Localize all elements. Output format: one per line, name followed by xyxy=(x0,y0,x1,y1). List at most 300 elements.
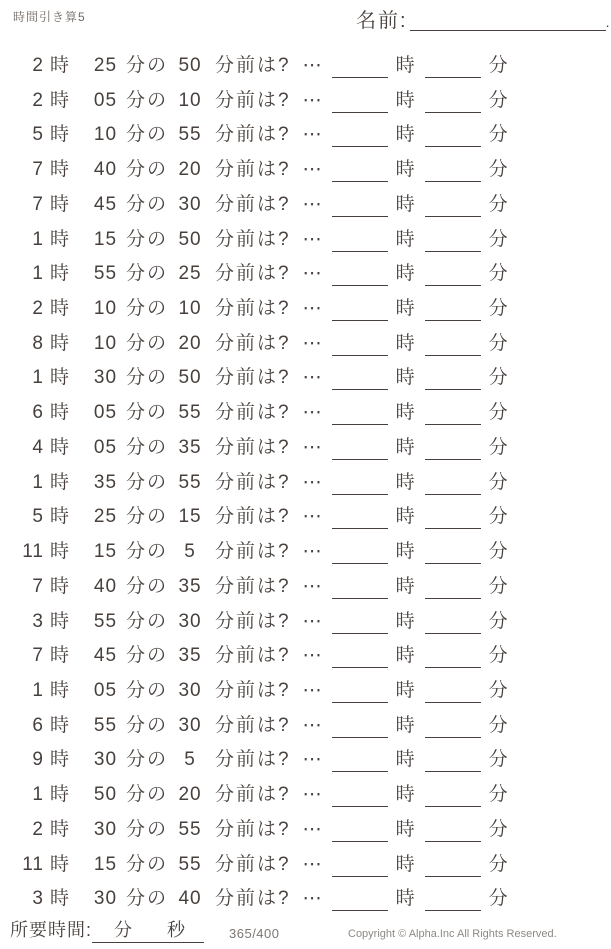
answer-minute-blank-line xyxy=(425,77,481,78)
minute-value: 10 xyxy=(93,124,118,146)
minutes-before-label: 分前は? xyxy=(215,263,291,285)
hour-value: 5 xyxy=(32,124,44,146)
answer-hour-unit-label: 時 xyxy=(395,471,417,493)
answer-hour-blank-line xyxy=(332,702,388,703)
ellipsis: ⋯ xyxy=(302,679,322,701)
answer-hour-unit-label: 時 xyxy=(395,332,417,354)
minutes-before-label: 分前は? xyxy=(215,159,291,181)
problem-row xyxy=(14,155,600,190)
answer-minute-blank-line xyxy=(425,389,481,390)
subtract-minutes-value: 30 xyxy=(178,610,202,632)
ellipsis: ⋯ xyxy=(302,332,322,354)
answer-minute-blank-line xyxy=(425,112,481,113)
ellipsis: ⋯ xyxy=(302,575,322,597)
problem-row xyxy=(14,676,600,711)
ellipsis: ⋯ xyxy=(302,193,322,215)
hour-value: 1 xyxy=(32,263,44,285)
answer-hour-unit-label: 時 xyxy=(395,818,417,840)
answer-hour-unit-label: 時 xyxy=(395,124,417,146)
name-line-period: . xyxy=(605,14,611,30)
ellipsis: ⋯ xyxy=(302,298,322,320)
answer-minute-blank-line xyxy=(425,320,481,321)
answer-minute-unit-label: 分 xyxy=(488,55,510,76)
minute-of-label: 分の xyxy=(126,298,169,320)
answer-hour-unit-label: 時 xyxy=(395,506,417,528)
hour-unit-label: 時 xyxy=(50,124,72,146)
ellipsis: ⋯ xyxy=(302,749,322,771)
answer-hour-unit-label: 時 xyxy=(395,55,417,76)
subtract-minutes-value: 55 xyxy=(178,853,202,875)
minute-value: 05 xyxy=(93,402,118,424)
minute-value: 40 xyxy=(93,159,118,181)
answer-minute-blank-line xyxy=(425,146,481,147)
answer-minute-blank-line xyxy=(425,737,481,738)
answer-hour-blank-line xyxy=(332,181,388,182)
problem-row xyxy=(14,502,600,537)
ellipsis: ⋯ xyxy=(302,645,322,667)
hour-unit-label: 時 xyxy=(50,714,72,736)
problem-row xyxy=(14,51,600,86)
subtract-minutes-value: 25 xyxy=(178,263,202,285)
minute-value: 25 xyxy=(93,55,118,76)
minute-of-label: 分の xyxy=(126,749,169,771)
minutes-before-label: 分前は? xyxy=(215,436,291,458)
required-time-second-label: 秒 xyxy=(167,920,187,940)
minute-of-label: 分の xyxy=(126,679,169,701)
minute-value: 50 xyxy=(93,784,118,806)
ellipsis: ⋯ xyxy=(302,124,322,146)
answer-hour-blank-line xyxy=(332,598,388,599)
problem-row xyxy=(14,120,600,155)
hour-value: 8 xyxy=(32,332,44,354)
problem-row xyxy=(14,398,600,433)
answer-minute-blank-line xyxy=(425,251,481,252)
hour-unit-label: 時 xyxy=(50,332,72,354)
answer-minute-blank-line xyxy=(425,459,481,460)
minutes-before-label: 分前は? xyxy=(215,367,291,389)
answer-hour-unit-label: 時 xyxy=(395,679,417,701)
minute-of-label: 分の xyxy=(126,89,169,111)
hour-unit-label: 時 xyxy=(50,541,72,563)
minute-of-label: 分の xyxy=(126,228,169,250)
answer-minute-blank-line xyxy=(425,563,481,564)
hour-value: 1 xyxy=(32,471,44,493)
answer-minute-unit-label: 分 xyxy=(488,124,510,146)
answer-hour-blank-line xyxy=(332,806,388,807)
ellipsis: ⋯ xyxy=(302,853,322,875)
answer-hour-blank-line xyxy=(332,146,388,147)
answer-hour-unit-label: 時 xyxy=(395,784,417,806)
minute-value: 30 xyxy=(93,888,118,910)
answer-minute-unit-label: 分 xyxy=(488,263,510,285)
answer-minute-unit-label: 分 xyxy=(488,228,510,250)
required-time-field xyxy=(10,916,204,943)
answer-minute-unit-label: 分 xyxy=(488,159,510,181)
answer-minute-unit-label: 分 xyxy=(488,784,510,806)
answer-hour-blank-line xyxy=(332,389,388,390)
hour-value: 4 xyxy=(32,436,44,458)
minute-value: 15 xyxy=(93,228,118,250)
hour-unit-label: 時 xyxy=(50,263,72,285)
minutes-before-label: 分前は? xyxy=(215,714,291,736)
name-field xyxy=(356,4,611,33)
answer-minute-blank-line xyxy=(425,424,481,425)
hour-value: 11 xyxy=(22,853,44,875)
minutes-before-label: 分前は? xyxy=(215,853,291,875)
minute-value: 40 xyxy=(93,575,118,597)
subtract-minutes-value: 55 xyxy=(178,471,202,493)
minute-of-label: 分の xyxy=(126,124,169,146)
answer-minute-blank-line xyxy=(425,598,481,599)
minute-value: 05 xyxy=(93,679,118,701)
hour-value: 1 xyxy=(32,228,44,250)
hour-unit-label: 時 xyxy=(50,228,72,250)
problem-row xyxy=(14,468,600,503)
problem-row xyxy=(14,641,600,676)
answer-hour-unit-label: 時 xyxy=(395,263,417,285)
minute-value: 10 xyxy=(93,332,118,354)
problem-list xyxy=(14,51,600,919)
answer-hour-unit-label: 時 xyxy=(395,610,417,632)
minute-of-label: 分の xyxy=(126,610,169,632)
subtract-minutes-value: 30 xyxy=(178,679,202,701)
answer-minute-blank-line xyxy=(425,910,481,911)
minute-value: 15 xyxy=(93,853,118,875)
answer-hour-unit-label: 時 xyxy=(395,575,417,597)
hour-value: 3 xyxy=(32,610,44,632)
ellipsis: ⋯ xyxy=(302,263,322,285)
hour-unit-label: 時 xyxy=(50,575,72,597)
answer-hour-unit-label: 時 xyxy=(395,159,417,181)
answer-hour-blank-line xyxy=(332,633,388,634)
minutes-before-label: 分前は? xyxy=(215,541,291,563)
answer-minute-unit-label: 分 xyxy=(488,575,510,597)
hour-unit-label: 時 xyxy=(50,55,72,76)
subtract-minutes-value: 55 xyxy=(178,818,202,840)
minute-of-label: 分の xyxy=(126,818,169,840)
ellipsis: ⋯ xyxy=(302,89,322,111)
answer-hour-blank-line xyxy=(332,216,388,217)
answer-minute-unit-label: 分 xyxy=(488,853,510,875)
minute-value: 55 xyxy=(93,263,118,285)
worksheet-title: 時間引き算5 xyxy=(13,10,86,24)
answer-minute-unit-label: 分 xyxy=(488,89,510,111)
hour-value: 6 xyxy=(32,402,44,424)
answer-minute-unit-label: 分 xyxy=(488,888,510,910)
ellipsis: ⋯ xyxy=(302,55,322,76)
problem-row xyxy=(14,607,600,642)
answer-hour-blank-line xyxy=(332,841,388,842)
answer-hour-unit-label: 時 xyxy=(395,228,417,250)
subtract-minutes-value: 20 xyxy=(178,159,202,181)
answer-hour-blank-line xyxy=(332,424,388,425)
answer-hour-unit-label: 時 xyxy=(395,402,417,424)
ellipsis: ⋯ xyxy=(302,784,322,806)
minute-of-label: 分の xyxy=(126,853,169,875)
required-time-label: 所要時間: xyxy=(10,920,93,940)
answer-hour-blank-line xyxy=(332,355,388,356)
minutes-before-label: 分前は? xyxy=(215,228,291,250)
answer-minute-unit-label: 分 xyxy=(488,193,510,215)
minute-of-label: 分の xyxy=(126,888,169,910)
answer-minute-blank-line xyxy=(425,528,481,529)
minute-value: 35 xyxy=(93,471,118,493)
answer-minute-unit-label: 分 xyxy=(488,332,510,354)
hour-unit-label: 時 xyxy=(50,436,72,458)
hour-unit-label: 時 xyxy=(50,506,72,528)
hour-unit-label: 時 xyxy=(50,784,72,806)
answer-minute-unit-label: 分 xyxy=(488,610,510,632)
minutes-before-label: 分前は? xyxy=(215,471,291,493)
minute-of-label: 分の xyxy=(126,55,169,76)
problem-row xyxy=(14,572,600,607)
answer-minute-blank-line xyxy=(425,355,481,356)
hour-value: 7 xyxy=(32,645,44,667)
minute-value: 10 xyxy=(93,298,118,320)
answer-minute-blank-line xyxy=(425,806,481,807)
subtract-minutes-value: 20 xyxy=(178,784,202,806)
answer-minute-blank-line xyxy=(425,841,481,842)
hour-unit-label: 時 xyxy=(50,367,72,389)
answer-minute-blank-line xyxy=(425,216,481,217)
answer-minute-unit-label: 分 xyxy=(488,714,510,736)
hour-value: 11 xyxy=(22,541,44,563)
answer-minute-unit-label: 分 xyxy=(488,645,510,667)
answer-minute-unit-label: 分 xyxy=(488,749,510,771)
answer-minute-unit-label: 分 xyxy=(488,298,510,320)
answer-hour-blank-line xyxy=(332,528,388,529)
minute-of-label: 分の xyxy=(126,645,169,667)
subtract-minutes-value: 55 xyxy=(178,124,202,146)
problem-row xyxy=(14,86,600,121)
problem-row xyxy=(14,745,600,780)
answer-minute-unit-label: 分 xyxy=(488,402,510,424)
minutes-before-label: 分前は? xyxy=(215,402,291,424)
answer-hour-unit-label: 時 xyxy=(395,298,417,320)
subtract-minutes-value: 55 xyxy=(178,402,202,424)
minute-value: 15 xyxy=(93,541,118,563)
answer-minute-blank-line xyxy=(425,285,481,286)
subtract-minutes-value: 20 xyxy=(178,332,202,354)
minutes-before-label: 分前は? xyxy=(215,784,291,806)
answer-minute-blank-line xyxy=(425,702,481,703)
hour-unit-label: 時 xyxy=(50,818,72,840)
answer-minute-blank-line xyxy=(425,633,481,634)
minute-of-label: 分の xyxy=(126,402,169,424)
subtract-minutes-value: 50 xyxy=(178,55,202,76)
minutes-before-label: 分前は? xyxy=(215,610,291,632)
ellipsis: ⋯ xyxy=(302,506,322,528)
subtract-minutes-value: 35 xyxy=(178,436,202,458)
hour-unit-label: 時 xyxy=(50,888,72,910)
hour-value: 5 xyxy=(32,506,44,528)
minute-of-label: 分の xyxy=(126,193,169,215)
problem-row xyxy=(14,225,600,260)
answer-hour-unit-label: 時 xyxy=(395,853,417,875)
problem-row xyxy=(14,537,600,572)
minute-of-label: 分の xyxy=(126,159,169,181)
answer-minute-unit-label: 分 xyxy=(488,436,510,458)
answer-minute-unit-label: 分 xyxy=(488,818,510,840)
answer-hour-blank-line xyxy=(332,876,388,877)
answer-minute-unit-label: 分 xyxy=(488,679,510,701)
name-label: 名前: xyxy=(356,10,408,32)
ellipsis: ⋯ xyxy=(302,541,322,563)
minutes-before-label: 分前は? xyxy=(215,679,291,701)
answer-hour-unit-label: 時 xyxy=(395,367,417,389)
minutes-before-label: 分前は? xyxy=(215,55,291,76)
minute-of-label: 分の xyxy=(126,367,169,389)
answer-hour-blank-line xyxy=(332,667,388,668)
minute-of-label: 分の xyxy=(126,436,169,458)
problem-row xyxy=(14,363,600,398)
minute-of-label: 分の xyxy=(126,575,169,597)
minutes-before-label: 分前は? xyxy=(215,818,291,840)
hour-value: 1 xyxy=(32,367,44,389)
minute-value: 30 xyxy=(93,818,118,840)
problem-row xyxy=(14,190,600,225)
minute-value: 45 xyxy=(93,193,118,215)
hour-unit-label: 時 xyxy=(50,679,72,701)
subtract-minutes-value: 30 xyxy=(178,714,202,736)
minute-value: 05 xyxy=(93,436,118,458)
ellipsis: ⋯ xyxy=(302,818,322,840)
subtract-minutes-value: 40 xyxy=(178,888,202,910)
hour-value: 7 xyxy=(32,575,44,597)
subtract-minutes-value: 10 xyxy=(178,298,202,320)
ellipsis: ⋯ xyxy=(302,367,322,389)
minutes-before-label: 分前は? xyxy=(215,332,291,354)
hour-value: 6 xyxy=(32,714,44,736)
ellipsis: ⋯ xyxy=(302,402,322,424)
subtract-minutes-value: 35 xyxy=(178,575,202,597)
answer-hour-blank-line xyxy=(332,112,388,113)
progress-counter: 365/400 xyxy=(229,926,280,941)
answer-minute-blank-line xyxy=(425,667,481,668)
hour-unit-label: 時 xyxy=(50,471,72,493)
minute-of-label: 分の xyxy=(126,263,169,285)
problem-row xyxy=(14,294,600,329)
minute-value: 55 xyxy=(93,714,118,736)
answer-minute-unit-label: 分 xyxy=(488,541,510,563)
copyright-notice: Copyright © Alpha.Inc All Rights Reserved. xyxy=(348,928,557,940)
required-time-minute-label: 分 xyxy=(114,920,134,940)
hour-value: 2 xyxy=(32,818,44,840)
hour-unit-label: 時 xyxy=(50,402,72,424)
answer-minute-unit-label: 分 xyxy=(488,367,510,389)
minutes-before-label: 分前は? xyxy=(215,193,291,215)
answer-hour-unit-label: 時 xyxy=(395,888,417,910)
minutes-before-label: 分前は? xyxy=(215,749,291,771)
minute-of-label: 分の xyxy=(126,714,169,736)
minute-value: 30 xyxy=(93,367,118,389)
hour-unit-label: 時 xyxy=(50,749,72,771)
subtract-minutes-value: 30 xyxy=(178,193,202,215)
minute-value: 25 xyxy=(93,506,118,528)
problem-row xyxy=(14,433,600,468)
minutes-before-label: 分前は? xyxy=(215,298,291,320)
required-time-blank-line xyxy=(92,916,204,943)
answer-hour-blank-line xyxy=(332,563,388,564)
minute-value: 45 xyxy=(93,645,118,667)
problem-row xyxy=(14,259,600,294)
answer-hour-unit-label: 時 xyxy=(395,436,417,458)
hour-value: 3 xyxy=(32,888,44,910)
minute-value: 55 xyxy=(93,610,118,632)
ellipsis: ⋯ xyxy=(302,714,322,736)
hour-value: 2 xyxy=(32,89,44,111)
ellipsis: ⋯ xyxy=(302,228,322,250)
answer-hour-unit-label: 時 xyxy=(395,714,417,736)
minutes-before-label: 分前は? xyxy=(215,506,291,528)
hour-unit-label: 時 xyxy=(50,193,72,215)
answer-hour-blank-line xyxy=(332,320,388,321)
hour-unit-label: 時 xyxy=(50,89,72,111)
ellipsis: ⋯ xyxy=(302,610,322,632)
minutes-before-label: 分前は? xyxy=(215,888,291,910)
answer-hour-blank-line xyxy=(332,459,388,460)
problem-row xyxy=(14,711,600,746)
subtract-minutes-value: 5 xyxy=(184,541,196,563)
hour-unit-label: 時 xyxy=(50,610,72,632)
problem-row xyxy=(14,780,600,815)
minute-of-label: 分の xyxy=(126,784,169,806)
minute-of-label: 分の xyxy=(126,471,169,493)
answer-minute-blank-line xyxy=(425,494,481,495)
hour-unit-label: 時 xyxy=(50,298,72,320)
answer-hour-blank-line xyxy=(332,77,388,78)
answer-hour-blank-line xyxy=(332,737,388,738)
ellipsis: ⋯ xyxy=(302,471,322,493)
answer-hour-unit-label: 時 xyxy=(395,193,417,215)
ellipsis: ⋯ xyxy=(302,436,322,458)
hour-value: 1 xyxy=(32,679,44,701)
hour-unit-label: 時 xyxy=(50,645,72,667)
minutes-before-label: 分前は? xyxy=(215,89,291,111)
answer-hour-blank-line xyxy=(332,910,388,911)
hour-value: 9 xyxy=(32,749,44,771)
problem-row xyxy=(14,815,600,850)
subtract-minutes-value: 10 xyxy=(178,89,202,111)
answer-minute-blank-line xyxy=(425,771,481,772)
subtract-minutes-value: 35 xyxy=(178,645,202,667)
minute-of-label: 分の xyxy=(126,332,169,354)
answer-hour-blank-line xyxy=(332,285,388,286)
answer-hour-unit-label: 時 xyxy=(395,89,417,111)
answer-minute-blank-line xyxy=(425,876,481,877)
ellipsis: ⋯ xyxy=(302,159,322,181)
answer-minute-unit-label: 分 xyxy=(488,506,510,528)
subtract-minutes-value: 5 xyxy=(184,749,196,771)
answer-hour-blank-line xyxy=(332,771,388,772)
hour-value: 7 xyxy=(32,193,44,215)
hour-unit-label: 時 xyxy=(50,853,72,875)
problem-row xyxy=(14,884,600,919)
hour-unit-label: 時 xyxy=(50,159,72,181)
subtract-minutes-value: 50 xyxy=(178,367,202,389)
hour-value: 2 xyxy=(32,298,44,320)
minute-of-label: 分の xyxy=(126,541,169,563)
answer-hour-blank-line xyxy=(332,494,388,495)
answer-hour-unit-label: 時 xyxy=(395,749,417,771)
subtract-minutes-value: 15 xyxy=(178,506,202,528)
hour-value: 2 xyxy=(32,55,44,76)
answer-hour-unit-label: 時 xyxy=(395,645,417,667)
minutes-before-label: 分前は? xyxy=(215,645,291,667)
answer-minute-unit-label: 分 xyxy=(488,471,510,493)
minute-value: 05 xyxy=(93,89,118,111)
name-blank-line xyxy=(410,30,606,31)
